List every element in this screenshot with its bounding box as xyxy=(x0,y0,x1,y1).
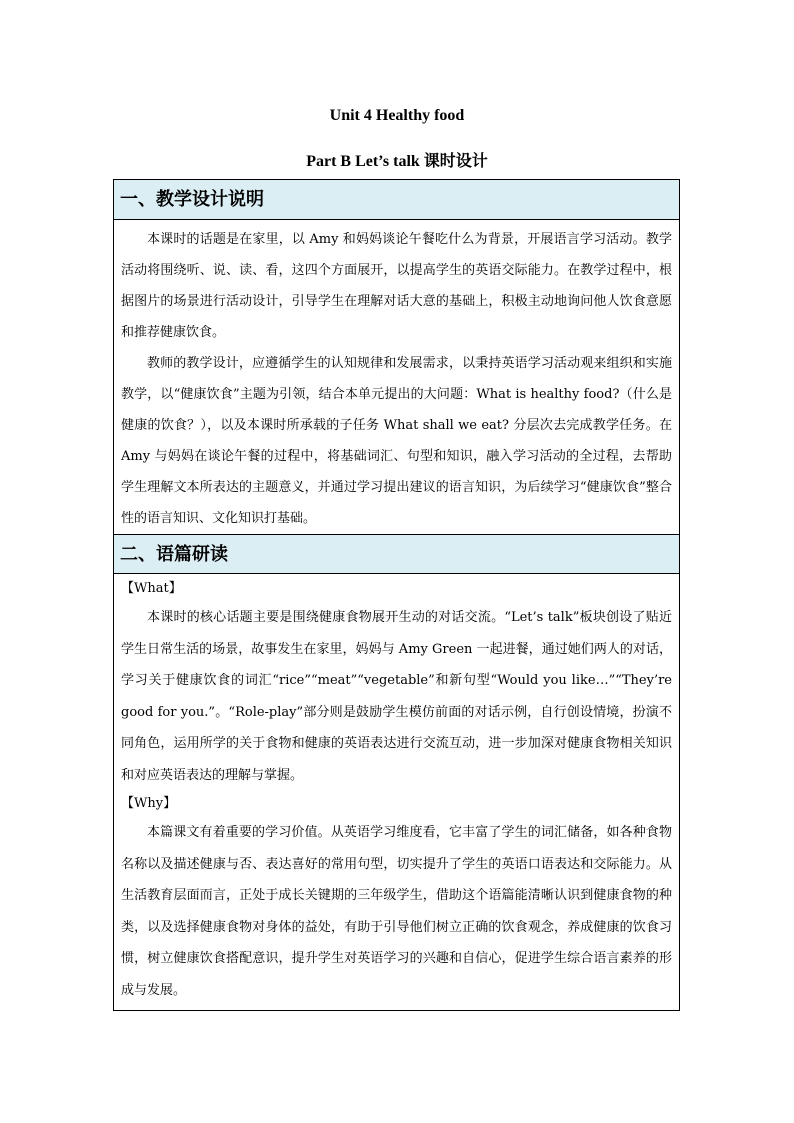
design-notes-paragraph: 教师的教学设计，应遵循学生的认知规律和发展需求，以秉持英语学习活动观来组织和实施教学，以“健康饮食”主题为引领，结合本单元提出的大问题：What is healthy food?（什么是健康的饮食？），以及本课时所承载的子任务 What shall we eat? 分层次去完成教学任务。在 Amy 与妈妈在谈论午餐的过程中，将基础词汇、句型和知识，融入学习活动的全过程，去帮助学生理解文本所表达的主题意义，并通过学习提出建议的语言知识，为后续学习“健康饮食”整合性的语言知识、文化知识打基础。 xyxy=(121,356,672,526)
why-label: 【Why】 xyxy=(121,796,177,811)
what-paragraph: 本课时的核心话题主要是围绕健康食物展开生动的对话交流。“Let’s talk”板块创设了贴近学生日常生活的场景，故事发生在家里，妈妈与 Amy Green 一起进餐，通过她们两人的对话，学习关于健康饮食的词汇“rice”“meat”“vegetable”和新句型“Would you like…”“They’re good for you.”。“Role-play”部分则是鼓励学生模仿前面的对话示例，自行创设情境，扮演不同角色，运用所学的关于食物和健康的英语表达进行交流互动，进一步加深对健康食物相关知识和对应英语表达的理解与掌握。 xyxy=(121,610,672,783)
document-title: Unit 4 Healthy food xyxy=(329,107,465,124)
section-heading-text-analysis: 二、语篇研读 xyxy=(114,534,679,574)
design-notes-paragraph: 本课时的话题是在家里，以 Amy 和妈妈谈论午餐吃什么为背景，开展语言学习活动。教学活动将围绕听、说、读、看，这四个方面展开，以提高学生的英语交际能力。在教学过程中，根据图片的场景进行活动设计，引导学生在理解对话大意的基础上，积极主动地询问他人饮食意愿和推荐健康饮食。 xyxy=(121,232,672,340)
what-label: 【What】 xyxy=(121,581,182,596)
section-body-text-analysis xyxy=(114,574,679,1010)
document-subtitle: Part B Let’s talk 课时设计 xyxy=(306,153,488,170)
section-body-design-notes xyxy=(114,220,679,534)
section-heading-design-notes: 一、教学设计说明 xyxy=(114,180,679,220)
lesson-design-table xyxy=(113,179,680,1011)
why-paragraph: 本篇课文有着重要的学习价值。从英语学习维度看，它丰富了学生的词汇储备，如各种食物名称以及描述健康与否、表达喜好的常用句型，切实提升了学生的英语口语表达和交际能力。从生活教育层面而言，正处于成长关键期的三年级学生，借助这个语篇能清晰认识到健康食物的种类，以及选择健康食物对身体的益处，有助于引导他们树立正确的饮食观念，养成健康的饮食习惯，树立健康饮食搭配意识，提升学生对英语学习的兴趣和自信心，促进学生综合语言素养的形成与发展。 xyxy=(121,825,672,998)
